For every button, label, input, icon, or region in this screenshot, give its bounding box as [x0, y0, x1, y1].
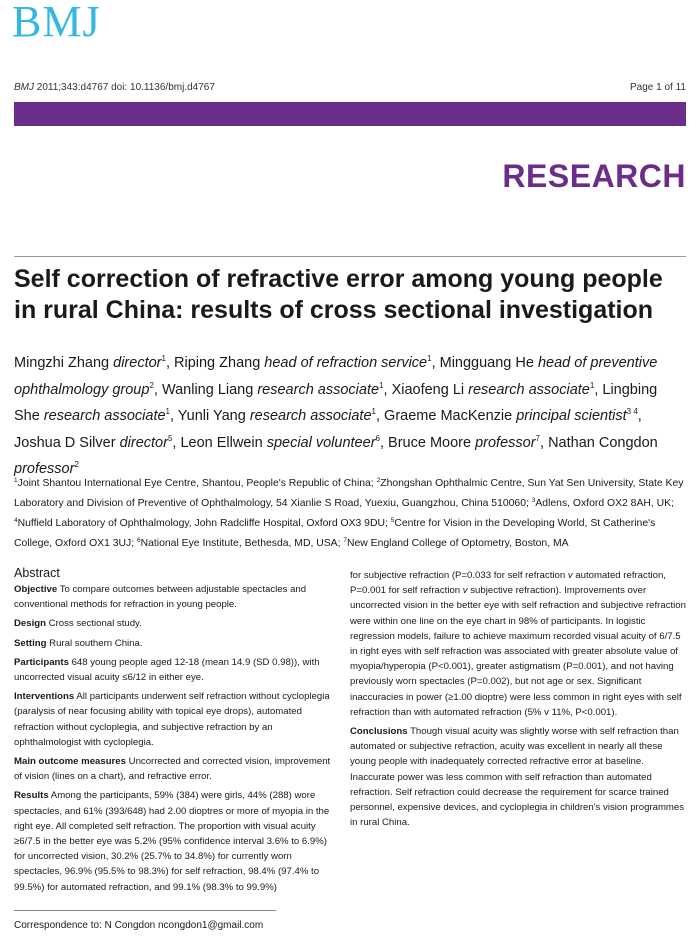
affiliation-number: 1 — [14, 477, 18, 484]
affiliation-text: Nuffield Laboratory of Ophthalmology, John Radcliffe Hospital, Oxford OX3 9DU; — [17, 518, 391, 529]
abstract-results-continued — [350, 568, 688, 720]
author-affiliation-number: 1 — [379, 380, 384, 390]
affiliation-number: 4 — [14, 517, 18, 524]
author-affiliation-number: 3 4 — [626, 407, 638, 416]
participants-text: 648 young people aged 12-18 (mean 14.9 (SD 0.98)), with uncorrected visual acuity ≤6/12 in either eye. — [14, 656, 320, 684]
author-name: Leon Ellwein — [180, 434, 267, 451]
objective-label: Objective — [14, 584, 58, 595]
author-affiliation-number: 1 — [589, 380, 595, 390]
affiliation-text: New England College of Optometry, Boston, MA — [346, 538, 569, 549]
affiliation-text: Centre for Vision in the Developing World, St Catherine's College, Oxford OX1 3UJ; — [14, 518, 656, 549]
title-divider — [14, 256, 686, 257]
abstract-objective — [14, 582, 332, 612]
abstract-setting — [14, 636, 332, 651]
results-v1: v — [567, 570, 573, 581]
author — [162, 382, 384, 398]
header-bar — [14, 102, 686, 126]
design-label: Design — [14, 618, 46, 630]
author-affiliation-number: 2 — [74, 460, 79, 469]
author-name: Riping Zhang — [174, 355, 265, 371]
author-name: Mingguang He — [439, 355, 538, 371]
affiliation-number: 5 — [390, 517, 395, 524]
outcome-label: Main outcome measures — [14, 756, 126, 768]
results-label: Results — [14, 790, 49, 802]
author-role: special volunteer — [266, 434, 376, 451]
affiliation-text: National Eye Institute, Bethesda, MD, USA; — [140, 538, 344, 549]
author-affiliation-number: 1 — [165, 407, 170, 416]
abstract-results — [14, 788, 332, 894]
participants-label: Participants — [14, 656, 69, 668]
abstract-heading: Abstract — [14, 566, 60, 580]
affiliations — [14, 472, 686, 552]
author — [388, 435, 540, 451]
abstract-interventions — [14, 689, 332, 750]
author-name: Yunli Yang — [177, 408, 250, 424]
author-role: director — [119, 434, 168, 451]
abstract-participants — [14, 655, 332, 685]
results-cont-3: subjective refraction). Improvements over uncorrected vision in the better eye with self refraction and subjective refraction were within one line on the eye chart in 98% of participants. In logistic regression models, failure to achieve maximum recorded visual acuity of 6/7.5 in right eyes with self refraction was associated with greater absolute value of myopia/hyperopia (P<0.001), greater astigmatism (P=0.001), and not having previously worn spectacles (P=0.002), but not age or sex. Significant inaccuracies in power (≥1.00 dioptre) were less common in right eyes with self refraction than with automated refraction (5% v 11%, P<0.001). — [350, 585, 686, 718]
affiliation-text: Joint Shantou International Eye Centre, Shantou, People's Republic of China; — [17, 478, 377, 489]
author-name: Xiaofeng Li — [391, 381, 469, 398]
author — [180, 435, 380, 451]
author-affiliation-number: 5 — [167, 433, 173, 443]
author-affiliation-number: 6 — [375, 433, 380, 443]
author-role: research associate — [257, 381, 380, 398]
affiliation-text: Zhongshan Ophthalmic Centre, Sun Yat Sen University, State Key Laboratory and Division of Preventive of Ophthalmology, 54 Xianlie S Road, Yuexiu, Guangzhou, China 510060; — [14, 478, 684, 509]
objective-text: To compare outcomes between adjustable spectacles and conventional methods for refraction in young people. — [14, 584, 307, 611]
author — [174, 355, 432, 371]
results-cont-2: automated refraction, P=0.001 for self refraction — [350, 570, 666, 597]
author-affiliation-number: 1 — [371, 407, 376, 416]
author-name: Lingbing She — [14, 381, 658, 424]
article-title: Self correction of refractive error among young people in rural China: results of cross sectional investigation — [14, 265, 663, 324]
author-role: principal scientist — [516, 408, 627, 424]
citation-details: 2011;343:d4767 doi: 10.1136/bmj.d4767 — [34, 82, 215, 93]
abstract-left-column — [14, 566, 332, 899]
results-text: Among the participants, 59% (384) were girls, 44% (288) wore spectacles, and 61% (393/648) had 2.00 dioptres or more of myopia in the right eye. All completed self refraction. The proportion with visual acuity ≥6/7.5 in the better eye was 5.2% (95% confidence interval 3.6% to 6.9%) for uncorrected vision, 30.2% (25.7% to 34.8%) for currently worn spectacles, 96.9% (95.5% to 98.3%) for self refraction, 98.4% (97.4% to 99.5%) for automated refraction, and 99.1% (98.3% to 99.9%) — [14, 790, 330, 893]
author-affiliation-number: 7 — [535, 433, 540, 443]
conclusions-label: Conclusions — [350, 726, 408, 738]
footnote-divider — [14, 910, 276, 911]
author-affiliation-number: 1 — [427, 354, 432, 363]
author-role: research associate — [249, 408, 372, 424]
affiliation-text: Adlens, Oxford OX2 8AH, UK; — [535, 498, 674, 509]
results-v2: v — [462, 585, 468, 597]
conclusions-text: Though visual acuity was slightly worse with self refraction than automated or subjective refraction, acuity was excellent in nearly all these young people with inadequately corrected refractive error at baseline. Inaccurate power was less common with self refraction than automated refraction. Self refraction could decrease the requirement for scarce trained personnel, expensive devices, and cycloplegia in children's vision programmes in rural China. — [350, 726, 685, 829]
author-role: head of preventive ophthalmology group — [14, 355, 658, 398]
author — [178, 408, 376, 424]
abstract-design — [14, 616, 332, 631]
author-name: Joshua D Silver — [14, 434, 120, 451]
author-role: head of refraction service — [264, 355, 428, 371]
interventions-text: All participants underwent self refraction without cycloplegia (paralysis of near focusing ability with topical eye drops), automated refraction without cycloplegia, and subjective refraction by an ophthalmologist with cycloplegia. — [14, 691, 330, 748]
author-role: director — [113, 355, 162, 371]
author-name: Mingzhi Zhang — [14, 355, 114, 371]
results-cont-1: for subjective refraction (P=0.033 for self refraction — [350, 570, 568, 581]
author — [384, 408, 638, 424]
abstract-conclusions — [350, 724, 688, 830]
section-label: RESEARCH — [502, 158, 686, 194]
author-role: professor — [14, 461, 75, 477]
author-role: professor — [475, 434, 536, 451]
author-name: Graeme MacKenzie — [384, 408, 517, 424]
affiliation-number: 3 — [531, 497, 536, 504]
abstract-right-column — [350, 568, 688, 834]
affiliation-number: 7 — [343, 537, 347, 544]
author-name: Bruce Moore — [388, 434, 476, 451]
author-name: Wanling Liang — [161, 381, 258, 398]
author-role: research associate — [468, 381, 590, 398]
citation-journal: BMJ — [14, 82, 34, 93]
design-text: Cross sectional study. — [46, 618, 142, 630]
affiliation-number: 2 — [376, 477, 381, 484]
page-number: Page 1 of 11 — [630, 82, 686, 93]
citation — [14, 82, 215, 93]
abstract-outcome-measures — [14, 754, 332, 784]
author — [14, 355, 166, 371]
setting-text: Rural southern China. — [46, 637, 143, 649]
author-list: Mingzhi Zhang director$^1$, Riping Zhang head of refraction service$^1$, Mingguang He head of preventive ophthalmology group$^2$, Wanling Liang research associate$^1$, Xiaofeng Li research associate$^1$, Lingbing She research associate$^1$, Yunli Yang research associate$^1$, Graeme MacKenzie principal scientist$^{3 4}$, Joshua D Silver director$^5$, Leon Ellwein special volunteer$^6$, Bruce Moore professor$^7$, Nathan Congdon professor$^2$ — [14, 354, 658, 477]
author-affiliation-number: 2 — [149, 380, 154, 390]
affiliation-number: 6 — [137, 537, 141, 544]
bmj-logo: BMJ — [12, 0, 101, 46]
interventions-label: Interventions — [14, 691, 75, 703]
author-affiliation-number: 1 — [161, 354, 166, 363]
author — [14, 435, 172, 451]
author-name: Nathan Congdon — [548, 434, 658, 451]
outcome-text: Uncorrected and corrected vision, improvement of vision (lines on a chart), and refractive error. — [14, 756, 331, 783]
author-role: research associate — [43, 408, 166, 424]
setting-label: Setting — [14, 637, 47, 649]
correspondence: Correspondence to: N Congdon ncongdon1@gmail.com — [14, 920, 264, 931]
author — [392, 382, 595, 398]
